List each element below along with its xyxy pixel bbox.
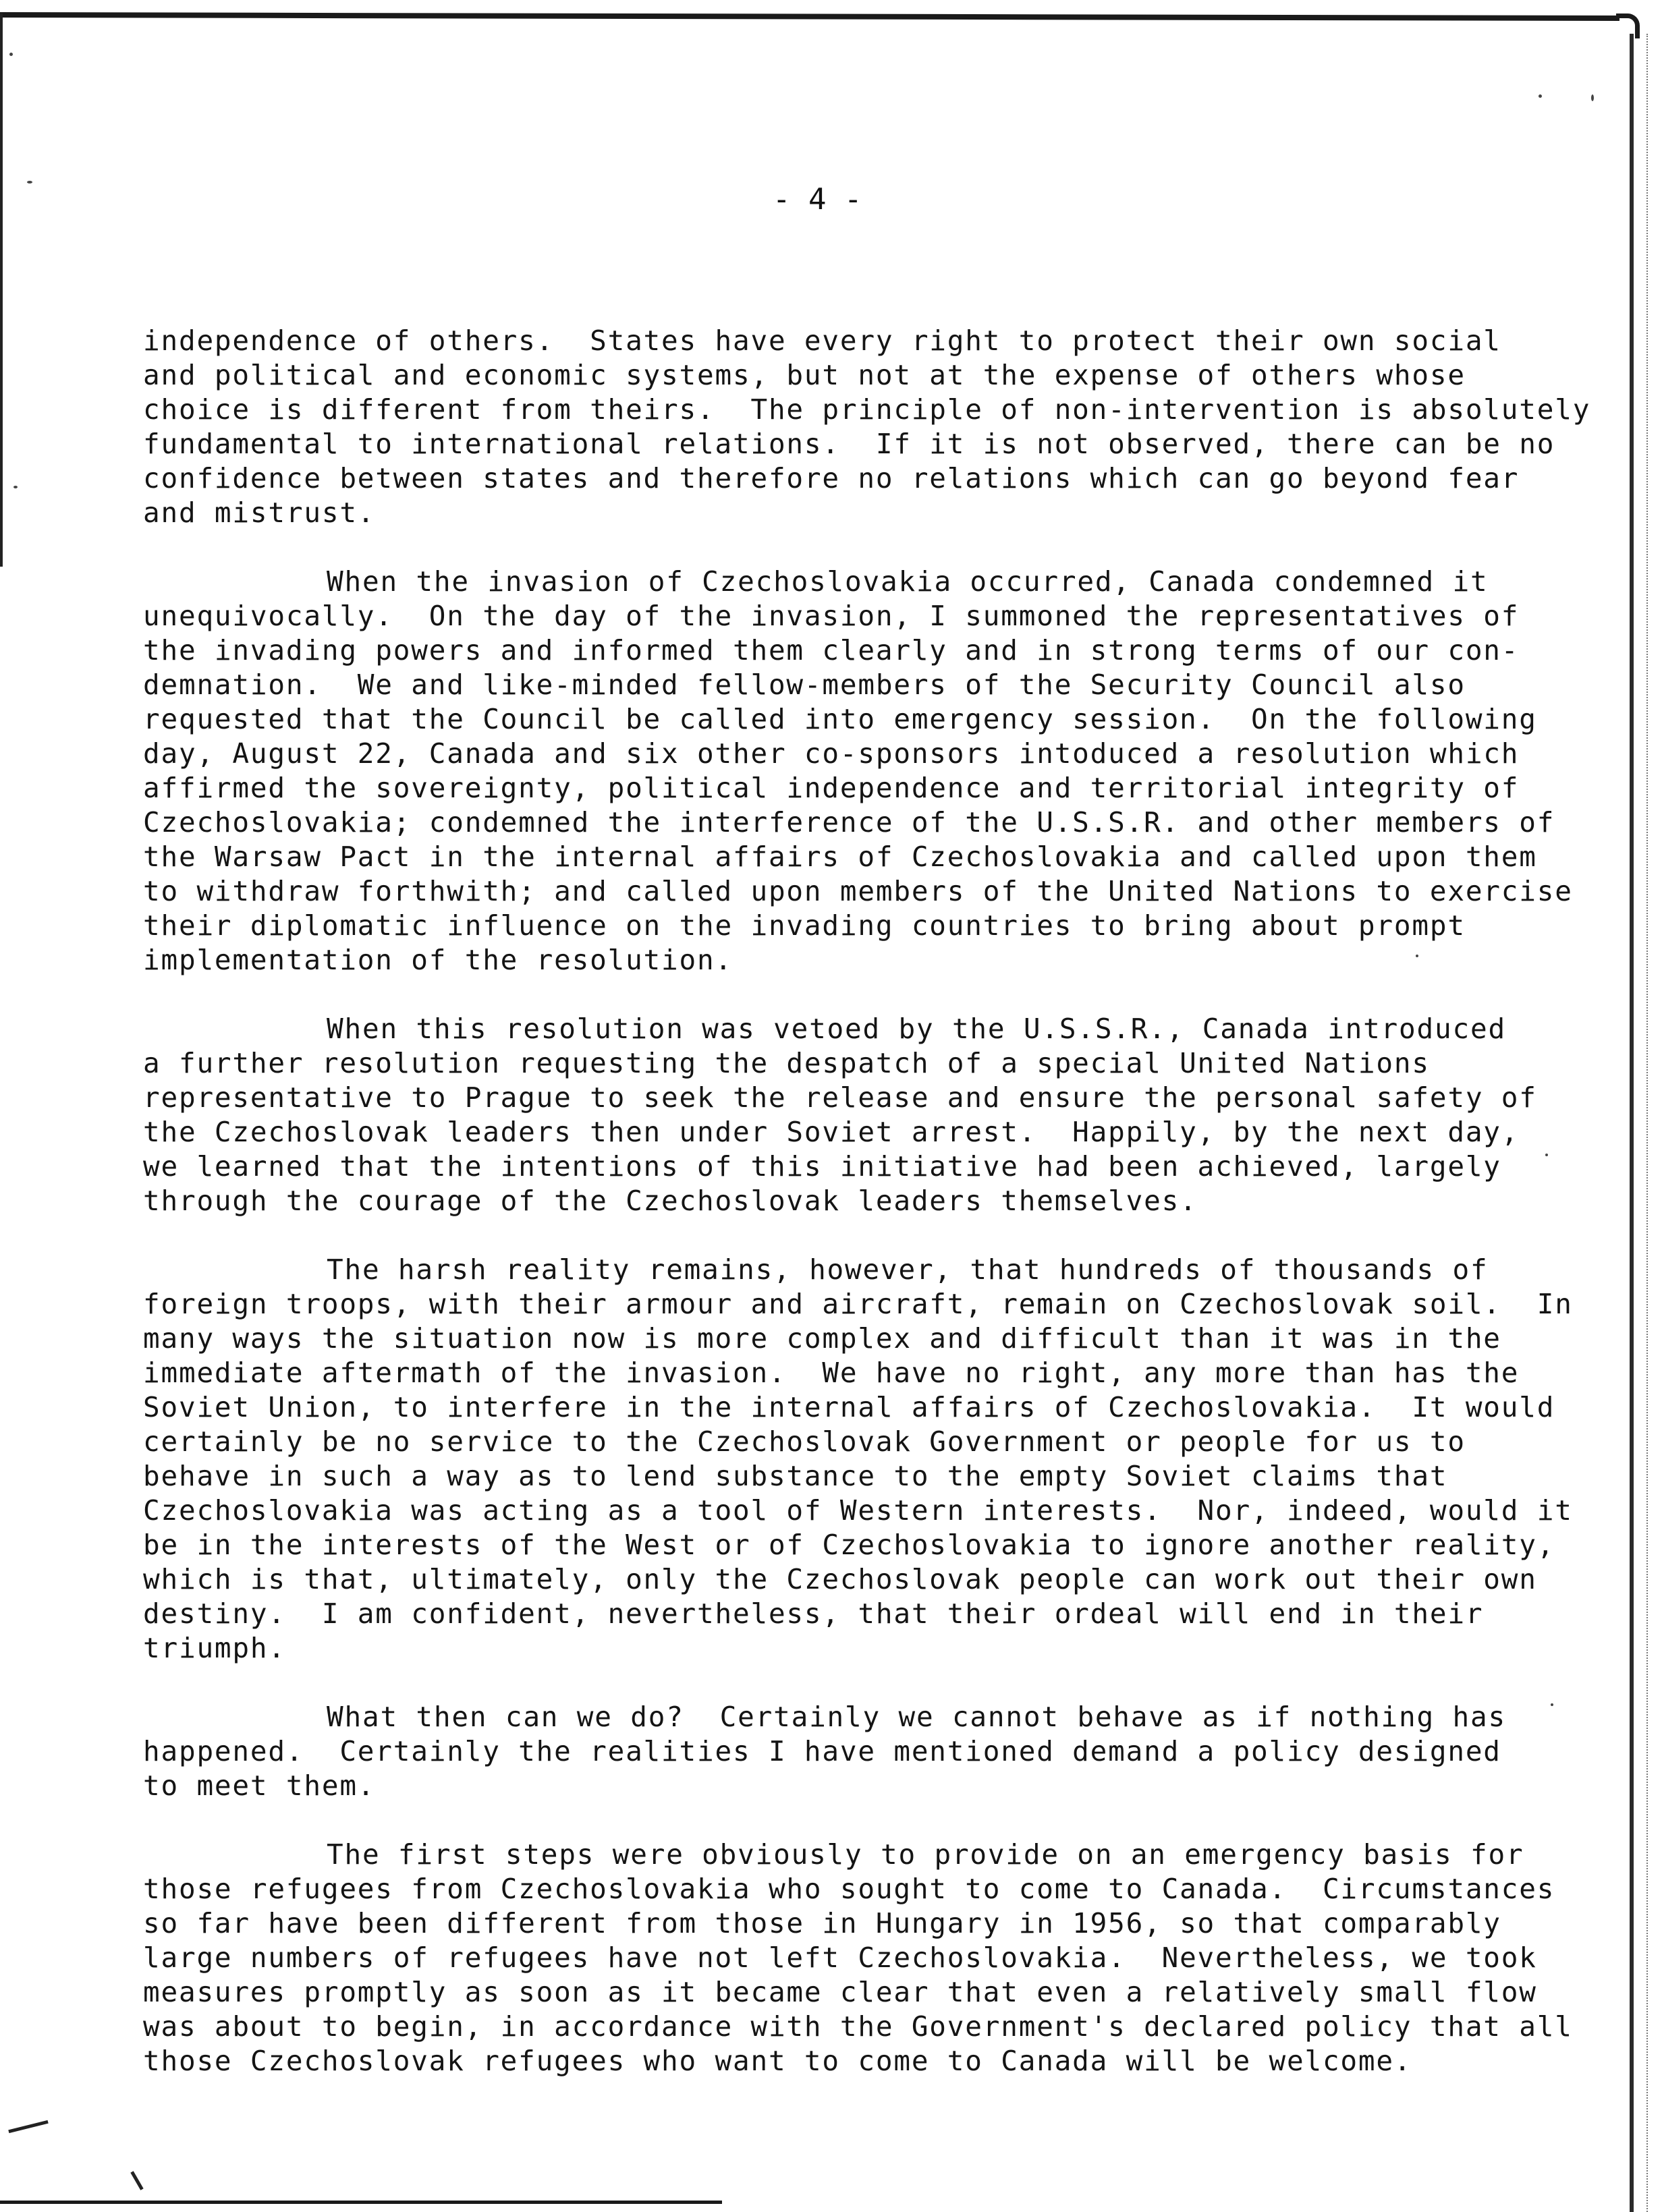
scan-speck — [27, 181, 32, 183]
scan-speck — [13, 486, 18, 488]
text-line: which is that, ultimately, only the Czechoslovak people can work out their own — [143, 1563, 1537, 1595]
text-line: through the courage of the Czechoslovak leaders themselves. — [143, 1185, 1198, 1217]
text-line: Czechoslovakia was acting as a tool of Western interests. Nor, indeed, would it — [143, 1494, 1573, 1527]
text-line: Soviet Union, to interfere in the internal affairs of Czechoslovakia. It would — [143, 1391, 1555, 1423]
text-line: What then can we do? Certainly we cannot behave as if nothing has — [327, 1701, 1506, 1733]
text-line: certainly be no service to the Czechoslovak Government or people for us to — [143, 1425, 1466, 1458]
page-number: - 4 - — [773, 182, 862, 217]
scan-speck — [1591, 94, 1594, 101]
scan-speck — [1539, 94, 1542, 98]
text-line: implementation of the resolution. — [143, 944, 733, 976]
page-right-edge-dots — [1646, 34, 1649, 2212]
page-top-border — [0, 12, 1619, 21]
paragraph — [143, 1012, 1537, 1218]
paragraph — [143, 565, 1573, 977]
text-line: and mistrust. — [143, 497, 376, 529]
text-line: large numbers of refugees have not left Czechoslovakia. Nevertheless, we took — [143, 1941, 1537, 1974]
text-line: demnation. We and like-minded fellow-members of the Security Council also — [143, 669, 1466, 701]
text-line: behave in such a way as to lend substance to the empty Soviet claims that — [143, 1460, 1448, 1492]
scan-speck — [1551, 1703, 1553, 1706]
scan-mark — [8, 2120, 48, 2133]
text-line: happened. Certainly the realities I have mentioned demand a policy designed — [143, 1735, 1501, 1767]
text-line: we learned that the intentions of this initiative had been achieved, largely — [143, 1150, 1501, 1183]
text-line: confidence between states and therefore no relations which can go beyond fear — [143, 462, 1520, 494]
text-line: measures promptly as soon as it became clear that even a relatively small flow — [143, 1976, 1537, 2008]
text-line: the Czechoslovak leaders then under Soviet arrest. Happily, by the next day, — [143, 1116, 1520, 1148]
paragraph — [143, 324, 1591, 530]
page-corner-curl — [1616, 13, 1640, 38]
text-line: affirmed the sovereignty, political independence and territorial integrity of — [143, 772, 1520, 804]
scan-mark — [130, 2171, 143, 2190]
text-line: the invading powers and informed them clearly and in strong terms of our con- — [143, 634, 1520, 667]
text-line: When this resolution was vetoed by the U.S.S.R., Canada introduced — [327, 1013, 1506, 1045]
text-line: choice is different from theirs. The principle of non-intervention is absolutely — [143, 393, 1591, 426]
text-line: a further resolution requesting the despatch of a special United Nations — [143, 1047, 1430, 1079]
text-line: unequivocally. On the day of the invasion, I summoned the representatives of — [143, 600, 1520, 632]
text-line: The first steps were obviously to provide on an emergency basis for — [327, 1838, 1524, 1871]
text-line: immediate aftermath of the invasion. We have no right, any more than has the — [143, 1357, 1520, 1389]
text-line: their diplomatic influence on the invading countries to bring about prompt — [143, 909, 1466, 942]
text-line: to withdraw forthwith; and called upon members of the United Nations to exercise — [143, 875, 1573, 907]
paragraph — [143, 1838, 1573, 2078]
text-line: independence of others. States have every right to protect their own social — [143, 324, 1501, 357]
paragraph — [143, 1700, 1533, 1803]
text-line: fundamental to international relations. If it is not observed, there can be no — [143, 428, 1555, 460]
page-right-edge — [1630, 34, 1634, 2212]
text-line: to meet them. — [143, 1769, 376, 1802]
page-left-edge — [0, 13, 3, 567]
text-line: was about to begin, in accordance with the Government's declared policy that all — [143, 2010, 1573, 2043]
text-line: The harsh reality remains, however, that hundreds of thousands of — [327, 1253, 1489, 1286]
text-line: destiny. I am confident, nevertheless, that their ordeal will end in their — [143, 1597, 1484, 1630]
text-line: be in the interests of the West or of Czechoslovakia to ignore another reality, — [143, 1529, 1555, 1561]
paragraph — [143, 1253, 1573, 1666]
text-line: foreign troops, with their armour and aircraft, remain on Czechoslovak soil. In — [143, 1288, 1573, 1320]
text-line: many ways the situation now is more complex and difficult than it was in the — [143, 1322, 1501, 1355]
text-line: and political and economic systems, but not at the expense of others whose — [143, 359, 1466, 391]
text-line: those refugees from Czechoslovakia who sought to come to Canada. Circumstances — [143, 1873, 1555, 1905]
text-line: day, August 22, Canada and six other co-sponsors intoduced a resolution which — [143, 737, 1520, 770]
text-line: the Warsaw Pact in the internal affairs of Czechoslovakia and called upon them — [143, 841, 1537, 873]
scan-speck — [9, 53, 13, 56]
text-line: When the invasion of Czechoslovakia occurred, Canada condemned it — [327, 565, 1489, 598]
page-bottom-edge — [0, 2201, 722, 2204]
document-body — [143, 324, 1591, 2113]
text-line: requested that the Council be called into emergency session. On the following — [143, 703, 1537, 735]
text-line: triumph. — [143, 1632, 286, 1664]
text-line: those Czechoslovak refugees who want to come to Canada will be welcome. — [143, 2045, 1412, 2077]
text-line: representative to Prague to seek the release and ensure the personal safety of — [143, 1081, 1537, 1114]
text-line: so far have been different from those in Hungary in 1956, so that comparably — [143, 1907, 1501, 1939]
text-line: Czechoslovakia; condemned the interference of the U.S.S.R. and other members of — [143, 806, 1555, 839]
scan-speck — [1545, 1154, 1548, 1156]
